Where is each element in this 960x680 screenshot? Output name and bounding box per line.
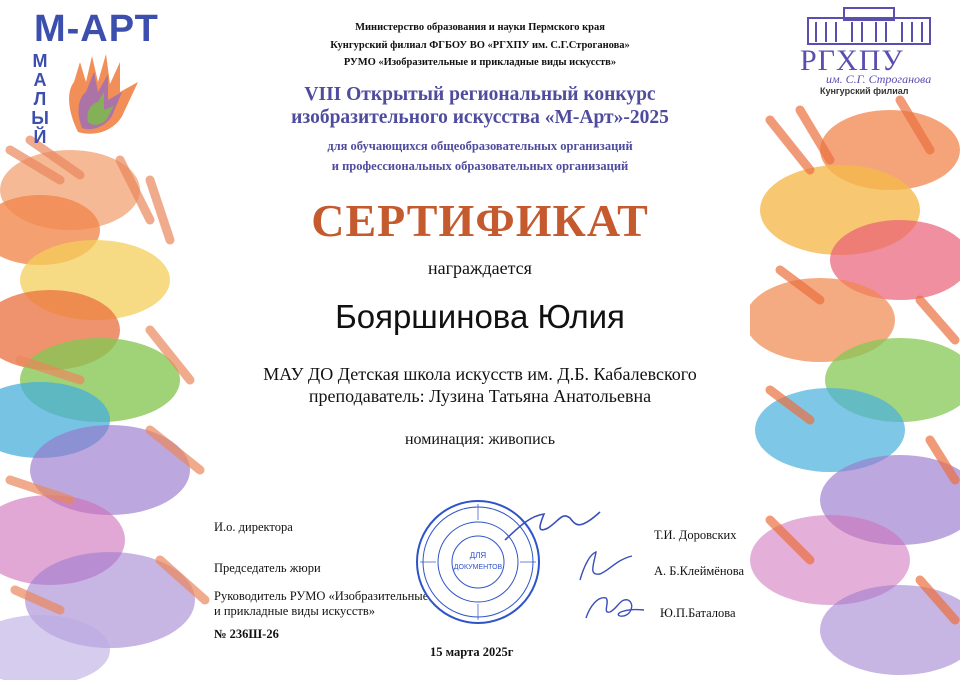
- m-art-logo: [20, 8, 160, 147]
- rghpu-logo-named: им. С.Г. Строганова: [826, 72, 932, 86]
- jury-chair-name: А. Б.Клеймёнова: [654, 564, 745, 578]
- jury-chair-role: Председатель жюри: [214, 561, 321, 575]
- school-name: МАУ ДО Детская школа искусств им. Д.Б. Кабалевского: [263, 364, 697, 384]
- director-name: Т.И. Доровских: [654, 528, 737, 542]
- rghpu-logo-abbr: РГХПУ: [800, 44, 904, 77]
- contest-subtitle-line1: для обучающихся общеобразовательных организаций: [327, 139, 633, 153]
- m-art-logo-vertical: [30, 52, 50, 147]
- rumo-head-role-line1: Руководитель РУМО «Изобразительные: [214, 589, 429, 603]
- rumo-head-role-line2: и прикладные виды искусств»: [214, 604, 375, 618]
- m-art-logo-vertical-text: МАЛЫЙ: [31, 51, 49, 147]
- certificate-date: 15 марта 2025г: [430, 645, 514, 659]
- svg-text:ДЛЯ: ДЛЯ: [469, 551, 487, 560]
- right-handprints-decoration: [750, 0, 960, 680]
- m-art-logo-title: М-АРТ: [34, 8, 159, 50]
- contest-title-line1: VIII Открытый региональный конкурс: [304, 84, 656, 105]
- rghpu-logo-branch: Кунгурский филиал: [820, 86, 909, 96]
- teacher-name: преподаватель: Лузина Татьяна Анатольевна: [308, 386, 652, 406]
- certificate-heading: СЕРТИФИКАТ: [311, 195, 649, 246]
- header-branch: Кунгурский филиал ФГБОУ ВО «РГХПУ им. С.Г.Строганова»: [330, 40, 630, 51]
- nomination: номинация: живопись: [404, 431, 556, 448]
- header-ministry: Министерство образования и науки Пермского края: [355, 22, 605, 33]
- contest-subtitle-line2: и профессиональных образовательных организаций: [331, 159, 629, 173]
- jury-chair-signature: [570, 546, 640, 586]
- official-stamp: [414, 498, 542, 626]
- building-icon: [804, 4, 934, 46]
- recipient-name: Бояршинова Юлия: [335, 298, 625, 335]
- rumo-head-name: Ю.П.Баталова: [660, 606, 736, 620]
- certificate-number: № 236Ш-26: [214, 627, 279, 641]
- rumo-head-signature: [580, 592, 650, 626]
- contest-title-line2: изобразительного искусства «М-Арт»-2025: [291, 107, 669, 128]
- awarded-label: награждается: [428, 258, 532, 278]
- svg-text:ДОКУМЕНТОВ: ДОКУМЕНТОВ: [453, 564, 503, 571]
- header-rumo: РУМО «Изобразительные и прикладные виды искусств»: [343, 57, 617, 68]
- rghpu-logo: [790, 4, 950, 94]
- hand-icon: [58, 52, 148, 138]
- director-role: И.о. директора: [214, 520, 293, 534]
